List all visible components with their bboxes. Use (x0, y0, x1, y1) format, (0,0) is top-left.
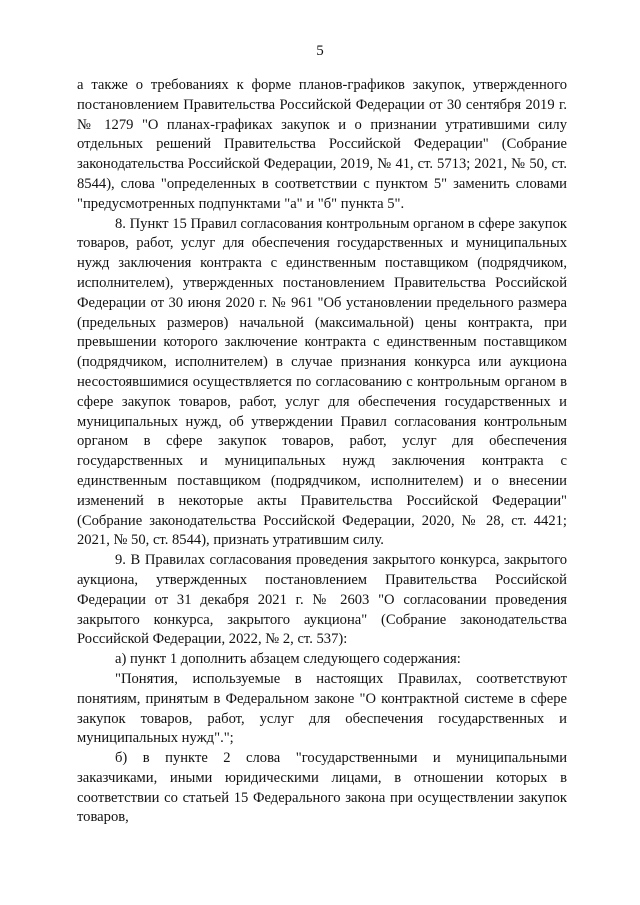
paragraph-continuation: а также о требованиях к форме планов-графиков закупок, утвержденного постановлением Правительства Российской Федерации от 30 сентября 2019 г. № 1279 "О планах-графиках закупок и о признании утратившими силу отдельных решений Правительства Российской Федерации" (Собрание законодательства Российской Федерации, 2019, № 41, ст. 5713; 2021, № 50, ст. 8544), слова "определенных в соответствии с пунктом 5" заменить словами "предусмотренных подпунктами "а" и "б" пункта 5". (77, 77, 567, 212)
paragraph-subitem-b: б) в пункте 2 слова "государственными и муниципальными заказчиками, иными юридическими лицами, в отношении которых в соответствии со статьей 15 Федерального закона при осуществлении закупок товаров, (77, 750, 567, 826)
page-number: 5 (316, 43, 324, 59)
paragraph-quoted-definition: "Понятия, используемые в настоящих Правилах, соответствуют понятиям, принятым в Федеральном законе "О контрактной системе в сфере закупок товаров, работ, услуг для обеспечения государственных и муниципальных нужд"."; (77, 670, 567, 747)
document-body (77, 76, 567, 828)
paragraph-item-8: 8. Пункт 15 Правил согласования контрольным органом в сфере закупок товаров, работ, услуг для обеспечения государственных и муниципальных нужд заключения контракта с единственным поставщиком (подрядчиком, исполнителем), утвержденных постановлением Правительства Российской Федерации от 30 июня 2020 г. № 961 "Об установлении предельного размера (предельных размеров) начальной (максимальной) цены контракта, при превышении которого заключение контракта с единственным поставщиком (подрядчиком, исполнителем) в случае признания конкурса или аукциона несостоявшимися осуществляется по согласованию с контрольным органом в сфере закупок товаров, работ, услуг для обеспечения государственных и муниципальных нужд, об утверждении Правил согласования контрольным органом в сфере закупок товаров, работ, услуг для обеспечения государственных и муниципальных нужд заключения контракта с единственным поставщиком (подрядчиком, исполнителем) и о внесении изменений в некоторые акты Правительства Российской Федерации" (Собрание законодательства Российской Федерации, 2020, № 28, ст. 4421; 2021, № 50, ст. 8544), признать утратившим силу. (77, 215, 567, 549)
paragraph-subitem-a: а) пункт 1 дополнить абзацем следующего содержания: (115, 651, 461, 668)
paragraph-item-9: 9. В Правилах согласования проведения закрытого конкурса, закрытого аукциона, утвержденных постановлением Правительства Российской Федерации от 31 декабря 2021 г. № 2603 "О согласовании проведения закрытого конкурса, закрытого аукциона" (Собрание законодательства Российской Федерации, 2022, № 2, ст. 537): (77, 552, 567, 648)
